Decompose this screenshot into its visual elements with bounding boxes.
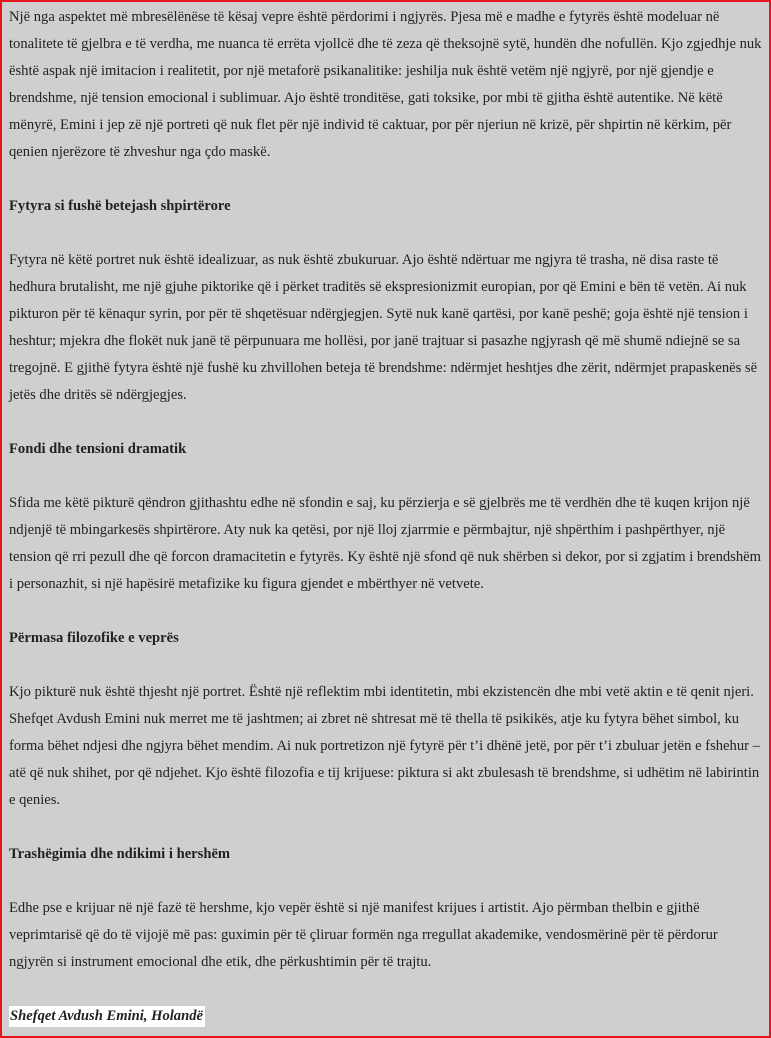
spacer (9, 652, 763, 679)
section-heading: Trashëgimia dhe ndikimi i hershëm (9, 846, 231, 862)
spacer (9, 814, 763, 841)
section-heading: Përmasa filozofike e veprës (9, 630, 179, 646)
section-paragraph: Fytyra në këtë portret nuk është idealizuar, as nuk është zbukuruar. Ajo është ndërtuar me ngjyra të trasha, në disa raste të hedhura brutalisht, me një gjuhe piktorike që i përket traditës së ekspresionizmit europian, por që Emini e bën të vetën. Ai nuk pikturon për të kënaqur syrin, por për të shqetësuar ndërgjegjen. Sytë nuk kanë qartësi, por kanë peshë; goja është një tension i heshtur; mjekra dhe flokët nuk janë të përpunuara me hollësi, por janë trajtuar si pasazhe ngjyrash që më shumë ndiejnë se sa tregojnë. E gjithë fytyra është një fushë ku zhvillohen beteja të brendshme: ndërmjet heshtjes dhe zërit, ndërmjet prapaskenës së jetës dhe dritës së ndërgjegjes. (9, 252, 758, 403)
spacer (9, 220, 763, 247)
section-paragraph: Kjo pikturë nuk është thjesht një portret. Është një reflektim mbi identitetin, mbi ekzistencën dhe mbi vetë aktin e të qenit njeri. Shefqet Avdush Emini nuk merret me të jashtmen; ai zbret në shtresat më të thella të psikikës, atje ku fytyra bëhet simbol, ku forma bëhet ndjesi dhe ngjyra bëhet mendim. Ai nuk portretizon një fytyrë për t’i dhënë jetë, por për t’i zbuluar jetën e fshehur – atë që nuk shihet, por që ndjehet. Kjo është filozofia e tij krijuese: piktura si akt zbulesash të brendshme, si udhëtim në labirintin e qenies. (9, 684, 760, 808)
author-signature: Shefqet Avdush Emini, Holandë (9, 1006, 205, 1027)
intro-paragraph: Një nga aspektet më mbresëlënëse të kësaj vepre është përdorimi i ngjyrës. Pjesa më e madhe e fytyrës është modeluar në tonalitete të gjelbra e të verdha, me nuanca të errëta vjollcë dhe të zeza që theksojnë sytë, hundën dhe nofullën. Kjo zgjedhje nuk është aspak një imitacion i realitetit, por një metaforë psikanalitike: jeshilja nuk është vetëm një ngjyrë, por një gjendje e brendshme, një tension emocional i sublimuar. Ajo është tronditëse, gati toksike, por mbi të gjitha është autentike. Në këtë mënyrë, Emini i jep zë një portreti që nuk flet për një individ të caktuar, por për njeriun në krizë, për shpirtin në kërkim, për qenien njerëzore të zhveshur nga çdo maskë. (9, 9, 762, 160)
spacer (9, 463, 763, 490)
spacer (9, 598, 763, 625)
section-paragraph: Edhe pse e krijuar në një fazë të hershme, kjo vepër është si një manifest krijues i artistit. Ajo përmban thelbin e gjithë veprimtarisë që do të vijojë më pas: guximin për të çliruar formën nga rregullat akademike, vendosmërinë për të përdorur ngjyrën si instrument emocional dhe etik, dhe përkushtimin për të trajtu. (9, 900, 718, 970)
spacer (9, 976, 763, 1003)
section-paragraph: Sfida me këtë pikturë qëndron gjithashtu edhe në sfondin e saj, ku përzierja e së gjelbrës me të verdhën dhe të kuqen krijon një ndjenjë të mbingarkesës shpirtërore. Aty nuk ka qetësi, por një lloj zjarrmie e përmbajtur, një shpërthim i pashpërthyer, një tension që rri pezull dhe që forcon dramacitetin e fytyrës. Ky është një sfond që nuk shërben si dekor, por si zgjatim i brendshëm i personazhit, si një hapësirë metafizike ku figura gjendet e mbërthyer në vetvete. (9, 495, 761, 592)
spacer (9, 868, 763, 895)
signature-line (9, 1003, 763, 1030)
section-heading: Fondi dhe tensioni dramatik (9, 441, 187, 457)
spacer (9, 409, 763, 436)
section-heading: Fytyra si fushë betejash shpirtërore (9, 198, 231, 214)
spacer (9, 166, 763, 193)
